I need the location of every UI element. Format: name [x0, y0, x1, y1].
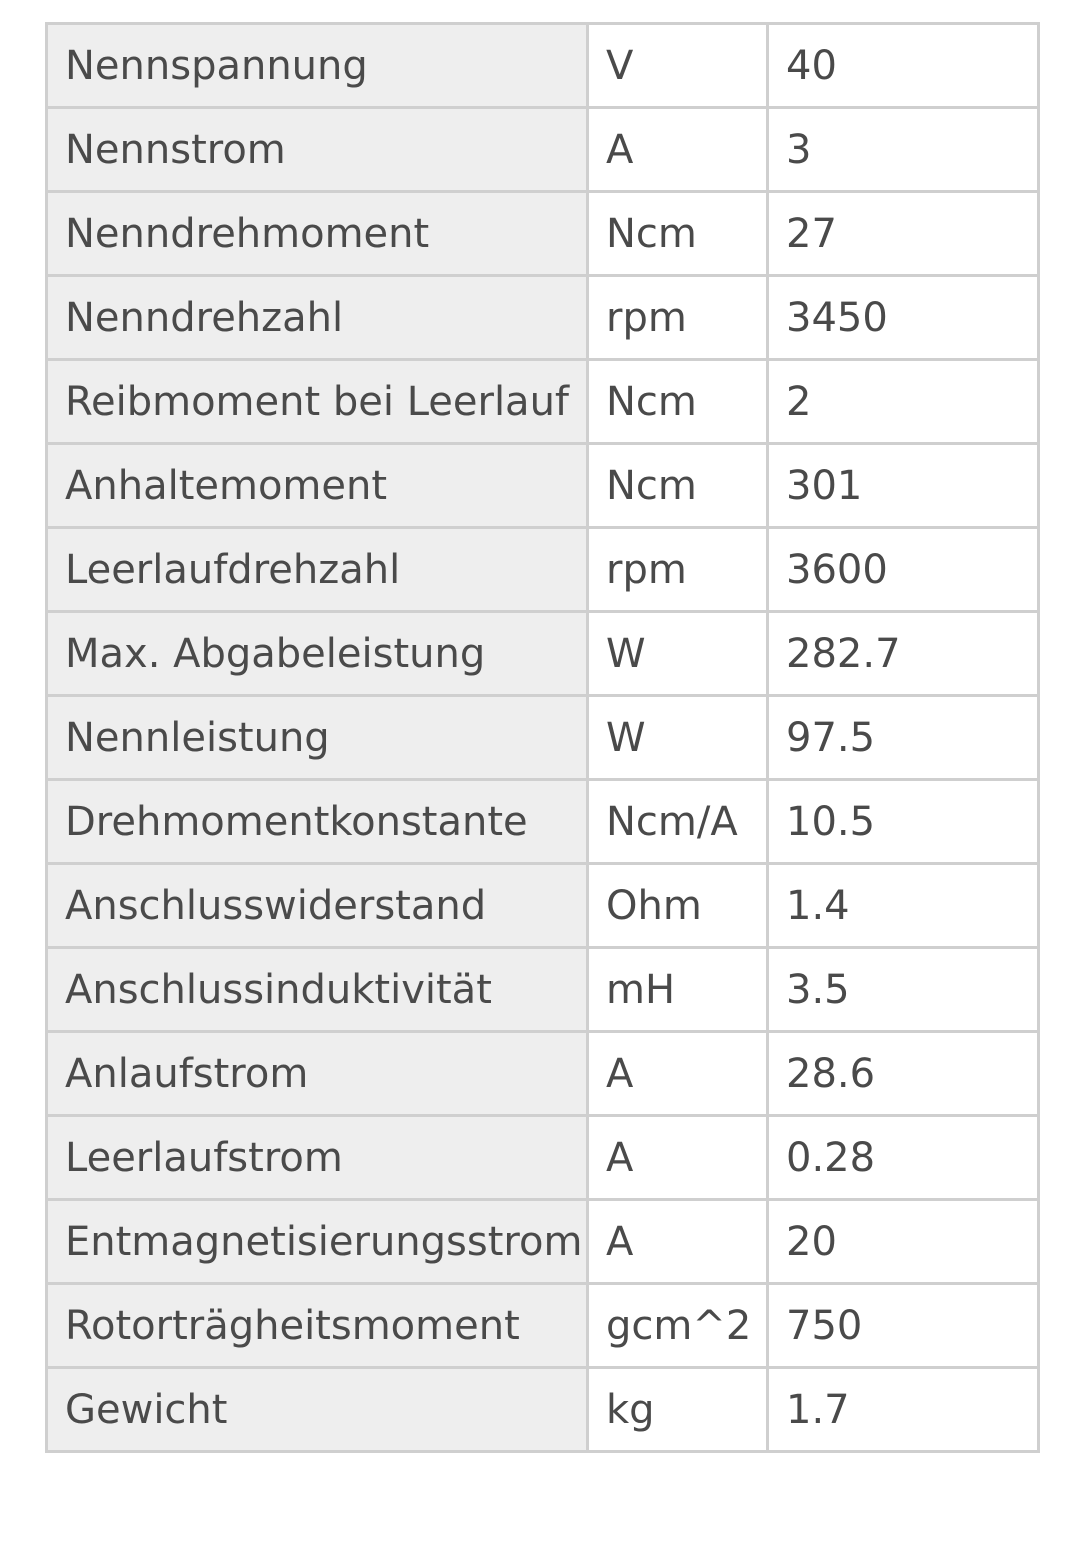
param-unit: Ohm	[588, 864, 768, 948]
param-unit: Ncm	[588, 360, 768, 444]
param-name: Nenndrehmoment	[47, 192, 588, 276]
param-unit: Ncm	[588, 192, 768, 276]
param-name: Reibmoment bei Leerlauf	[47, 360, 588, 444]
table-row	[47, 696, 1039, 780]
param-value: 3450	[768, 276, 1039, 360]
table-row	[47, 1032, 1039, 1116]
param-value: 40	[768, 24, 1039, 108]
param-name: Anhaltemoment	[47, 444, 588, 528]
param-unit: rpm	[588, 276, 768, 360]
table-row	[47, 108, 1039, 192]
table-row	[47, 360, 1039, 444]
table-row	[47, 444, 1039, 528]
param-unit: gcm^2	[588, 1284, 768, 1368]
param-unit: W	[588, 696, 768, 780]
param-name: Leerlaufstrom	[47, 1116, 588, 1200]
param-value: 3600	[768, 528, 1039, 612]
param-unit: rpm	[588, 528, 768, 612]
param-name: Rotorträgheitsmoment	[47, 1284, 588, 1368]
param-unit: A	[588, 108, 768, 192]
table-row	[47, 192, 1039, 276]
table-row	[47, 1200, 1039, 1284]
param-value: 0.28	[768, 1116, 1039, 1200]
param-unit: kg	[588, 1368, 768, 1452]
table-row	[47, 276, 1039, 360]
param-name: Anlaufstrom	[47, 1032, 588, 1116]
param-unit: A	[588, 1200, 768, 1284]
table-row	[47, 1284, 1039, 1368]
table-row	[47, 948, 1039, 1032]
param-name: Drehmomentkonstante	[47, 780, 588, 864]
param-unit: Ncm	[588, 444, 768, 528]
param-value: 3	[768, 108, 1039, 192]
param-name: Anschlusswiderstand	[47, 864, 588, 948]
param-unit: A	[588, 1032, 768, 1116]
table-row	[47, 24, 1039, 108]
param-value: 301	[768, 444, 1039, 528]
param-name: Anschlussinduktivität	[47, 948, 588, 1032]
param-value: 282.7	[768, 612, 1039, 696]
table-row	[47, 864, 1039, 948]
table-row	[47, 1116, 1039, 1200]
param-value: 3.5	[768, 948, 1039, 1032]
param-name: Max. Abgabeleistung	[47, 612, 588, 696]
table-row	[47, 780, 1039, 864]
param-name: Gewicht	[47, 1368, 588, 1452]
param-value: 2	[768, 360, 1039, 444]
param-value: 1.7	[768, 1368, 1039, 1452]
param-value: 27	[768, 192, 1039, 276]
table-row	[47, 528, 1039, 612]
param-unit: A	[588, 1116, 768, 1200]
param-unit: W	[588, 612, 768, 696]
param-name: Nenndrehzahl	[47, 276, 588, 360]
table-row	[47, 612, 1039, 696]
param-unit: Ncm/A	[588, 780, 768, 864]
param-value: 10.5	[768, 780, 1039, 864]
spec-table-body	[47, 24, 1039, 1452]
table-row	[47, 1368, 1039, 1452]
param-name: Nennstrom	[47, 108, 588, 192]
spec-table	[45, 22, 1040, 1453]
param-unit: V	[588, 24, 768, 108]
param-name: Nennspannung	[47, 24, 588, 108]
param-name: Entmagnetisierungsstrom	[47, 1200, 588, 1284]
param-value: 750	[768, 1284, 1039, 1368]
param-unit: mH	[588, 948, 768, 1032]
param-value: 97.5	[768, 696, 1039, 780]
param-name: Leerlaufdrehzahl	[47, 528, 588, 612]
param-value: 1.4	[768, 864, 1039, 948]
param-value: 28.6	[768, 1032, 1039, 1116]
param-name: Nennleistung	[47, 696, 588, 780]
param-value: 20	[768, 1200, 1039, 1284]
